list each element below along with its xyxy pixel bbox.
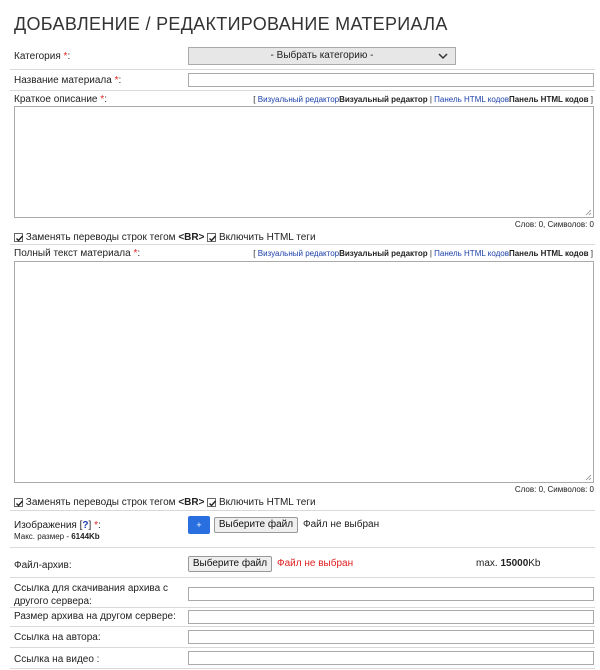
divider	[10, 244, 595, 245]
checkmark-icon	[15, 499, 24, 508]
editor-switch-links-2: [ Визуальный редакторВизуальный редактор | Панель HTML кодовПанель HTML кодов ]	[253, 249, 593, 258]
replace-br-checkbox-2[interactable]	[14, 498, 23, 507]
full-text-counter: Слов: 0, Символов: 0	[514, 485, 594, 494]
divider	[10, 547, 595, 548]
archive-file-status: Файл не выбран	[277, 558, 354, 569]
divider	[10, 577, 595, 578]
choose-archive-file-button[interactable]: Выберите файл	[188, 556, 272, 572]
video-link-input[interactable]	[188, 651, 594, 665]
checkmark-icon	[208, 234, 217, 243]
images-max-size: Макс. размер - 6144Kb	[14, 532, 100, 541]
divider	[10, 510, 595, 511]
html-panel-label: Панель HTML кодов	[508, 95, 589, 104]
images-label: Изображения [?] *:	[14, 520, 101, 531]
visual-editor-link[interactable]: Визуальный редактор	[257, 249, 340, 258]
image-file-status: Файл не выбран	[303, 519, 380, 530]
page-title: ДОБАВЛЕНИЕ / РЕДАКТИРОВАНИЕ МАТЕРИАЛА	[14, 14, 448, 34]
html-panel-link[interactable]: Панель HTML кодов	[434, 95, 509, 104]
short-description-label: Краткое описание *:	[14, 94, 107, 105]
archive-max-size: max. 15000Kb	[476, 558, 541, 569]
checkmark-icon	[208, 499, 217, 508]
material-name-label: Название материала *:	[14, 75, 122, 86]
divider	[10, 626, 595, 627]
checkmark-icon	[15, 234, 24, 243]
divider	[10, 69, 595, 70]
visual-editor-link[interactable]: Визуальный редактор	[257, 95, 340, 104]
html-panel-label: Панель HTML кодов	[508, 249, 589, 258]
options-row-1: Заменять переводы строк тегом <BR> Включить HTML теги	[14, 232, 316, 243]
archive-label: Файл-архив:	[14, 560, 72, 571]
replace-br-checkbox[interactable]	[14, 233, 23, 242]
resize-grip-icon[interactable]	[585, 209, 592, 216]
video-link-label: Ссылка на видео :	[14, 654, 100, 665]
external-link-input[interactable]	[188, 587, 594, 601]
category-select[interactable]: - Выбрать категорию -	[188, 47, 456, 65]
author-link-label: Ссылка на автора:	[14, 632, 101, 643]
chevron-down-icon	[437, 50, 449, 62]
enable-html-checkbox[interactable]	[207, 233, 216, 242]
material-name-input[interactable]	[188, 73, 594, 87]
divider	[10, 668, 595, 669]
external-size-input[interactable]	[188, 610, 594, 624]
editor-switch-links: [ Визуальный редакторВизуальный редактор | Панель HTML кодовПанель HTML кодов ]	[253, 95, 593, 104]
options-row-2: Заменять переводы строк тегом <BR> Включить HTML теги	[14, 497, 316, 508]
help-link[interactable]: ?	[82, 520, 89, 531]
choose-image-file-button[interactable]: Выберите файл	[214, 517, 298, 533]
add-image-button[interactable]: +	[188, 516, 210, 534]
author-link-input[interactable]	[188, 630, 594, 644]
divider	[10, 90, 595, 91]
enable-html-checkbox-2[interactable]	[207, 498, 216, 507]
full-text-label: Полный текст материала *:	[14, 248, 141, 259]
short-description-textarea[interactable]	[14, 106, 594, 218]
category-label: Категория *:	[14, 51, 71, 62]
html-panel-link[interactable]: Панель HTML кодов	[434, 249, 509, 258]
resize-grip-icon[interactable]	[585, 474, 592, 481]
visual-editor-label: Визуальный редактор	[339, 95, 428, 104]
full-text-textarea[interactable]	[14, 261, 594, 483]
external-link-label: Ссылка для скачивания архива с другого сервера:	[14, 583, 168, 607]
short-description-counter: Слов: 0, Символов: 0	[514, 220, 594, 229]
divider	[10, 607, 595, 608]
visual-editor-label: Визуальный редактор	[339, 249, 428, 258]
divider	[10, 647, 595, 648]
external-size-label: Размер архива на другом сервере:	[14, 611, 176, 622]
